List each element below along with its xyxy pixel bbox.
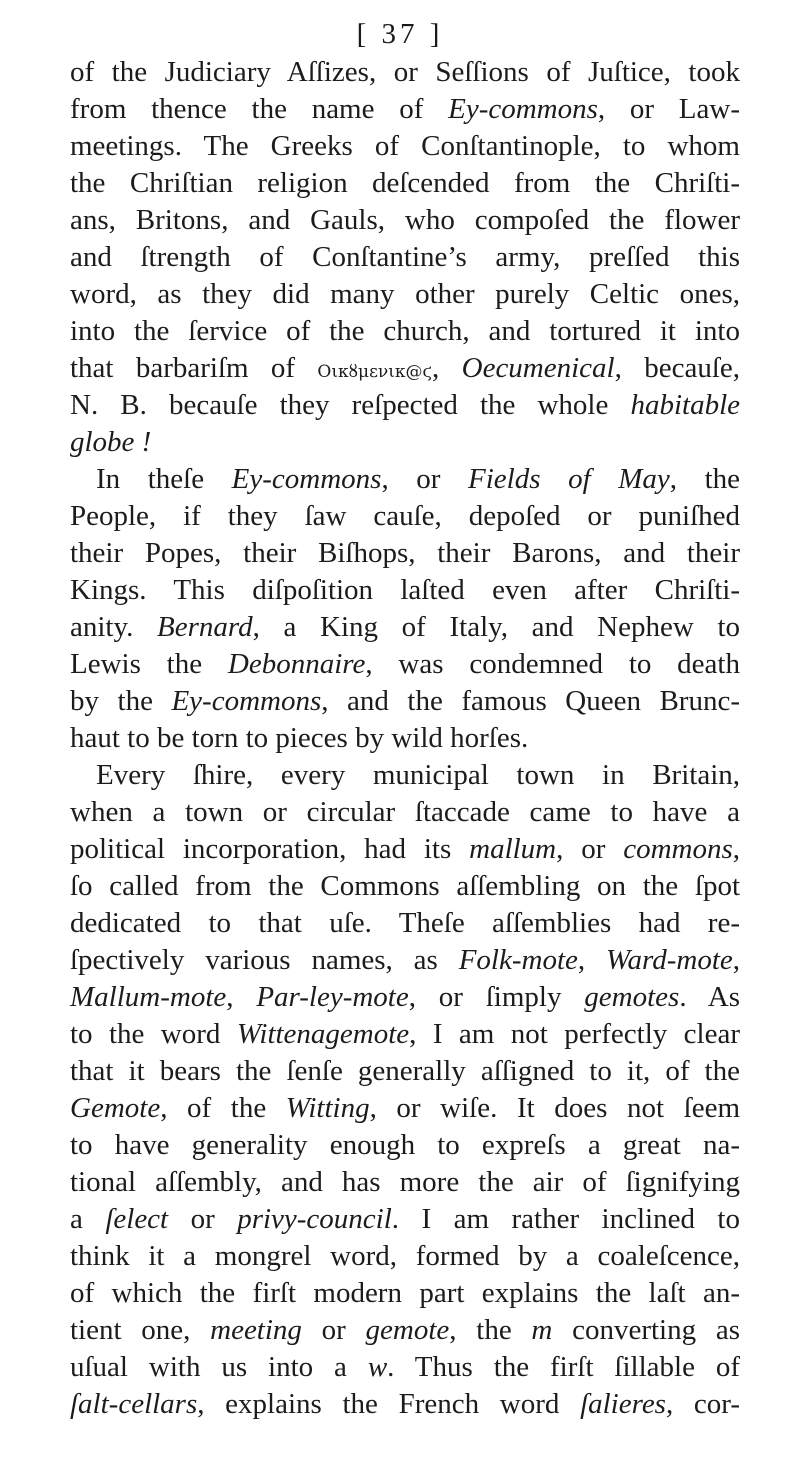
italic-term: gemote	[365, 1314, 450, 1346]
text-line-7	[70, 276, 740, 312]
text-run: tient one,	[70, 1314, 211, 1346]
text-line-16	[70, 609, 740, 645]
text-line-9	[70, 350, 740, 390]
text-run: anity.	[70, 611, 158, 643]
text-run: converting as	[552, 1314, 740, 1346]
italic-term: ſalieres	[580, 1388, 666, 1420]
text-run: , cor-	[665, 1388, 741, 1420]
italic-term: Ey-commons	[448, 93, 598, 125]
text-run: ans, Britons, and Gauls, who compoſed the flower	[70, 204, 740, 236]
text-run: , or	[381, 463, 469, 495]
italic-term: w	[367, 1351, 388, 1383]
italic-term: Fields of May	[468, 463, 670, 495]
text-line-33	[70, 1238, 740, 1274]
text-line-28	[70, 1053, 740, 1089]
italic-term: Folk-mote	[458, 944, 578, 976]
text-run: . Thus the firſt ſillable of	[387, 1351, 740, 1383]
italic-term: Ey-commons	[171, 685, 322, 717]
text-line-4	[70, 165, 740, 201]
text-run: ,	[577, 944, 607, 976]
text-line-23	[70, 868, 740, 904]
italic-term: Bernard	[157, 611, 253, 643]
text-run: , or Law-	[597, 93, 740, 125]
text-run: into the ſervice of the church, and tortured it into	[70, 315, 740, 347]
text-run: haut to be torn to pieces by wild horſes.	[70, 722, 529, 754]
text-run: that barbariſm of	[70, 352, 318, 384]
italic-term: Oecumenical	[461, 352, 615, 384]
text-line-14	[70, 535, 740, 571]
text-run: of which the firſt modern part explains the laſt an-	[70, 1277, 740, 1309]
text-run: dedicated to that uſe. Theſe aſſemblies had re-	[70, 907, 740, 939]
italic-term: ſalt-cellars	[70, 1388, 198, 1420]
text-run: N. B. becauſe they reſpected the whole	[70, 389, 631, 421]
text-line-22	[70, 831, 740, 867]
text-run: from thence the name of	[70, 93, 449, 125]
text-line-2	[70, 91, 740, 127]
text-run: , explains the French word	[197, 1388, 581, 1420]
italic-term: globe !	[70, 426, 152, 458]
text-run: by the	[70, 685, 172, 717]
italic-term: commons	[623, 833, 733, 865]
italic-term: Ey-commons	[231, 463, 382, 495]
text-run: or	[168, 1203, 238, 1235]
text-line-17	[70, 646, 740, 682]
text-run: , the	[669, 463, 741, 495]
text-run: think it a mongrel word, formed by a coaleſcence,	[70, 1240, 740, 1272]
text-line-19	[70, 720, 740, 756]
text-run: , and the famous Queen Brunc-	[321, 685, 740, 717]
text-line-26	[70, 979, 740, 1015]
text-run: political incorporation, had its	[70, 833, 470, 865]
text-line-32	[70, 1201, 740, 1237]
text-run: ,	[226, 981, 257, 1013]
text-run: , was condemned to death	[365, 648, 740, 680]
italic-term: Gemote	[70, 1092, 161, 1124]
text-line-1	[70, 54, 740, 90]
text-run: , or ſimply	[408, 981, 585, 1013]
text-run: People, if they ſaw cauſe, depoſed or puniſhed	[70, 500, 740, 532]
text-run: of the Judiciary Aſſizes, or Seſſions of Juſtice, took	[70, 56, 740, 88]
text-line-20	[70, 757, 740, 793]
text-run: , the	[449, 1314, 532, 1346]
text-run: or	[301, 1314, 366, 1346]
text-line-18	[70, 683, 740, 719]
text-run: ,	[732, 833, 740, 865]
text-line-30	[70, 1127, 740, 1163]
text-run: , of the	[160, 1092, 286, 1124]
text-run: to the word	[70, 1018, 237, 1050]
text-run: that it bears the ſenſe generally aſſigned to it, of the	[70, 1055, 740, 1087]
text-line-6	[70, 239, 740, 275]
text-run: uſual with us into a	[70, 1351, 368, 1383]
italic-term: gemotes	[584, 981, 680, 1013]
text-line-21	[70, 794, 740, 830]
text-run: tional aſſembly, and has more the air of ſignifying	[70, 1166, 740, 1198]
text-run: ſo called from the Commons aſſembling on the ſpot	[70, 870, 740, 902]
text-run: and ſtrength of Conſtantine’s army, preſſed this	[70, 241, 740, 273]
text-line-12	[70, 461, 740, 497]
text-run: . As	[679, 981, 740, 1013]
text-line-25	[70, 942, 740, 978]
text-line-3	[70, 128, 740, 164]
italic-term: m	[531, 1314, 553, 1346]
text-run: a	[70, 1203, 106, 1235]
text-run: Lewis the	[70, 648, 228, 680]
text-run: their Popes, their Biſhops, their Barons, and their	[70, 537, 740, 569]
text-line-11	[70, 424, 740, 460]
italic-term: mallum	[469, 833, 557, 865]
greek-word: Οικȣμενικ@ϛ	[317, 362, 433, 382]
italic-term: Mallum-mote	[70, 981, 227, 1013]
text-run: , or	[556, 833, 624, 865]
text-run: when a town or circular ſtaccade came to have a	[70, 796, 740, 828]
text-line-34	[70, 1275, 740, 1311]
text-line-29	[70, 1090, 740, 1126]
text-run: meetings. The Greeks of Conſtantinople, to whom	[70, 130, 740, 162]
text-run: . I am rather inclined to	[391, 1203, 740, 1235]
text-line-31	[70, 1164, 740, 1200]
italic-term: Par-ley-mote	[256, 981, 409, 1013]
text-run: , a King of Italy, and Nephew to	[252, 611, 740, 643]
text-run: ſpectively various names, as	[70, 944, 459, 976]
text-run: Every ſhire, every municipal town in Britain,	[96, 759, 740, 791]
text-run: , becauſe,	[614, 352, 741, 384]
text-run: word, as they did many other purely Celtic ones,	[70, 278, 740, 310]
italic-term: meeting	[210, 1314, 302, 1346]
text-run: , or wiſe. It does not ſeem	[369, 1092, 740, 1124]
text-line-5	[70, 202, 740, 238]
italic-term: privy-council	[237, 1203, 392, 1235]
italic-term: Wittenagemote	[236, 1018, 410, 1050]
italic-term: Witting	[285, 1092, 370, 1124]
text-line-15	[70, 572, 740, 608]
text-line-36	[70, 1349, 740, 1385]
italic-term: habitable	[630, 389, 740, 421]
text-run: In theſe	[96, 463, 232, 495]
text-line-24	[70, 905, 740, 941]
text-run: ,	[432, 352, 462, 384]
text-line-35	[70, 1312, 740, 1348]
text-line-10	[70, 387, 740, 423]
text-run: , I am not perfectly clear	[409, 1018, 740, 1050]
text-run: the Chriſtian religion deſcended from the Chriſti-	[70, 167, 740, 199]
italic-term: Debonnaire	[227, 648, 366, 680]
text-line-37	[70, 1386, 740, 1422]
text-line-27	[70, 1016, 740, 1052]
text-line-8	[70, 313, 740, 349]
text-line-13	[70, 498, 740, 534]
page-number: [ 37 ]	[356, 18, 444, 50]
italic-term: ſelect	[105, 1203, 169, 1235]
text-run: to have generality enough to expreſs a great na-	[70, 1129, 740, 1161]
text-run: Kings. This diſpoſition laſted even after Chriſti-	[70, 574, 740, 606]
italic-term: Ward-mote	[606, 944, 733, 976]
text-run: ,	[732, 944, 740, 976]
